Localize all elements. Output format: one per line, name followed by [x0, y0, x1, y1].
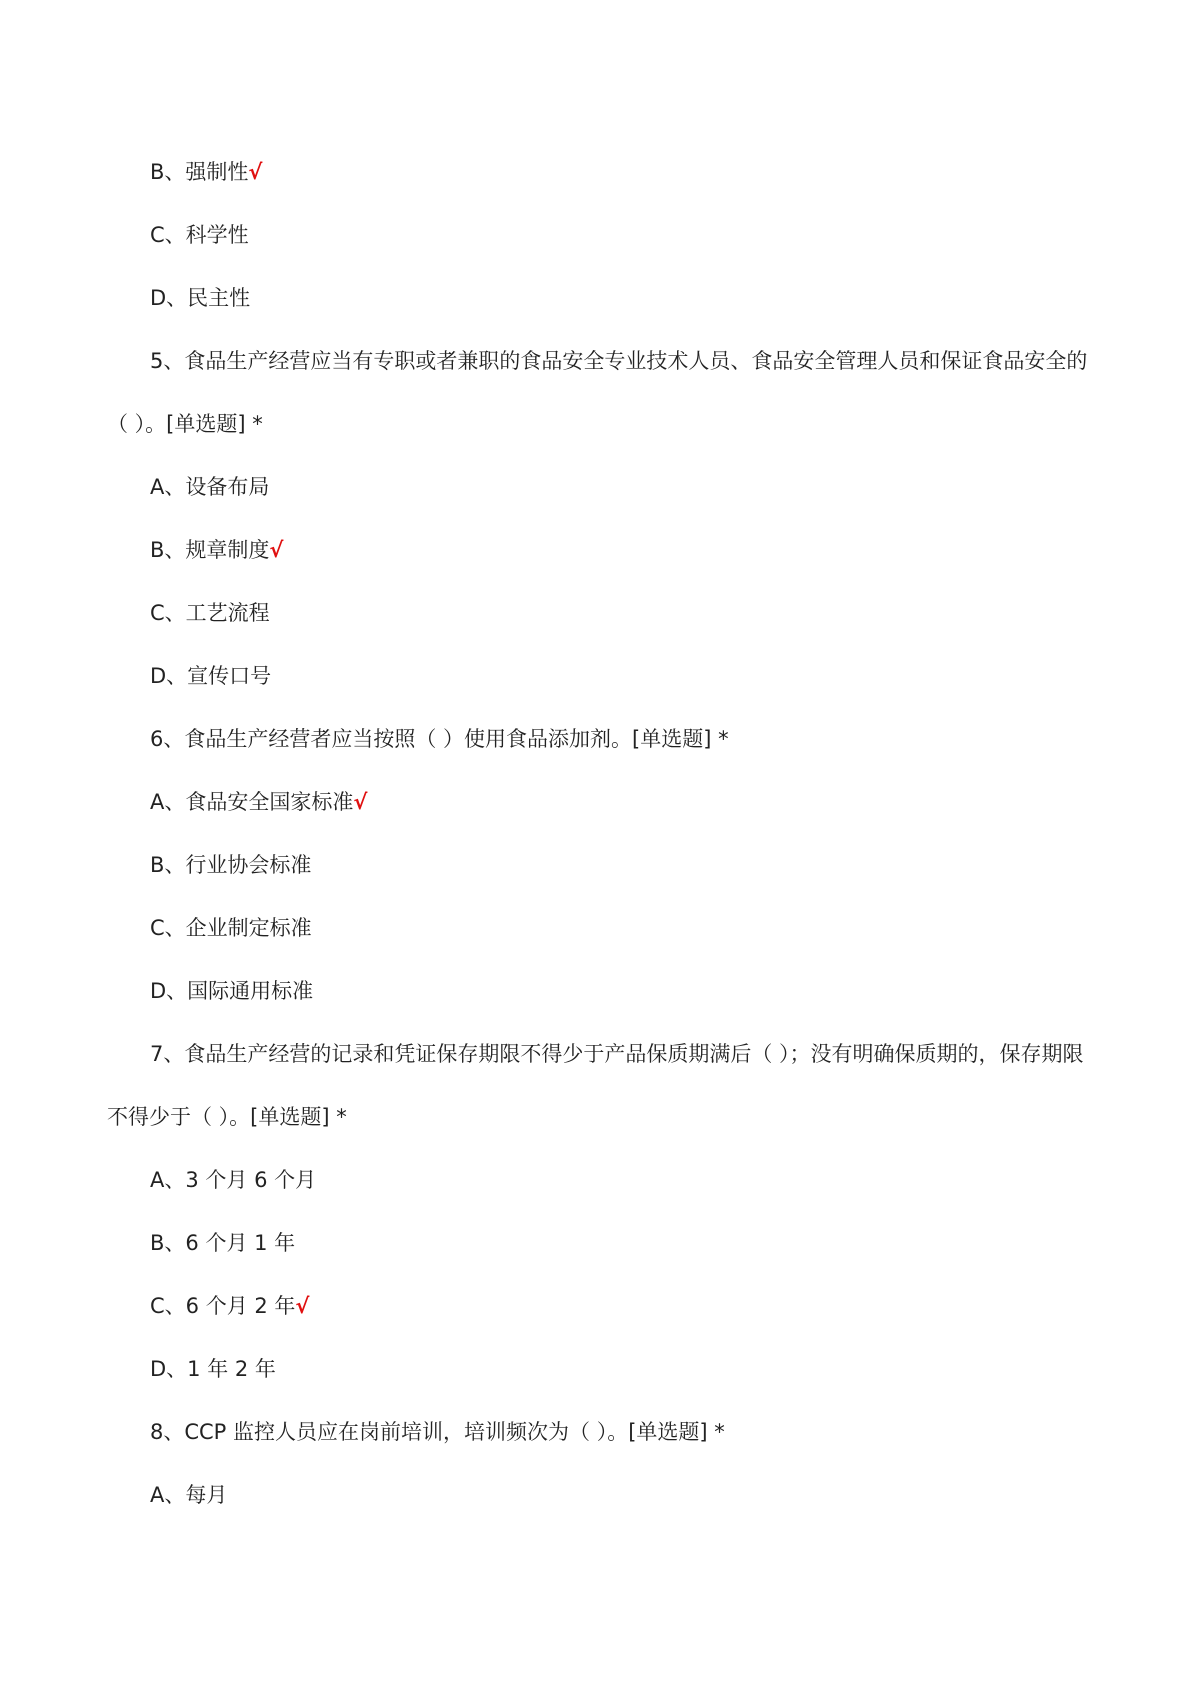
- correct-check-icon: √: [248, 160, 263, 184]
- q7-option-a: [150, 1165, 316, 1195]
- q6-option-c: [150, 913, 312, 943]
- option-text: A、3 个月 6 个月: [150, 1168, 317, 1192]
- option-text: C、工艺流程: [150, 601, 270, 625]
- correct-check-icon: √: [269, 538, 284, 562]
- q5-option-a: [150, 472, 269, 502]
- question-text: （ ）。[单选题] *: [107, 412, 263, 436]
- question-text: 6、食品生产经营者应当按照（ ）使用食品添加剂。[单选题] *: [150, 727, 729, 751]
- q4-option-b: [150, 157, 262, 187]
- q6-option-d: [150, 976, 313, 1006]
- option-text: B、行业协会标准: [150, 853, 312, 877]
- option-text: A、设备布局: [150, 475, 270, 499]
- q4-option-c: [150, 220, 249, 250]
- q6-option-a: [150, 787, 367, 817]
- q8-option-a: [150, 1480, 227, 1510]
- q6-question-line1: [150, 724, 729, 754]
- q7-option-c: [150, 1291, 309, 1321]
- option-text: B、强制性: [150, 160, 249, 184]
- q5-question-line2: [107, 409, 263, 439]
- q7-option-b: [150, 1228, 295, 1258]
- q5-option-d: [150, 661, 271, 691]
- question-text: 7、食品生产经营的记录和凭证保存期限不得少于产品保质期满后（ ）；没有明确保质期的，保存期限: [150, 1042, 1084, 1066]
- option-text: D、1 年 2 年: [150, 1357, 276, 1381]
- option-text: C、科学性: [150, 223, 249, 247]
- option-text: C、6 个月 2 年: [150, 1294, 296, 1318]
- question-text: 不得少于（ ）。[单选题] *: [107, 1105, 347, 1129]
- question-text: 5、食品生产经营应当有专职或者兼职的食品安全专业技术人员、食品安全管理人员和保证食品安全的: [150, 349, 1088, 373]
- option-text: C、企业制定标准: [150, 916, 312, 940]
- q7-question-line1: [150, 1039, 1084, 1069]
- correct-check-icon: √: [295, 1294, 310, 1318]
- option-text: B、规章制度: [150, 538, 270, 562]
- q4-option-d: [150, 283, 250, 313]
- q7-question-line2: [107, 1102, 347, 1132]
- option-text: D、宣传口号: [150, 664, 272, 688]
- option-text: A、食品安全国家标准: [150, 790, 354, 814]
- q7-option-d: [150, 1354, 276, 1384]
- q5-option-c: [150, 598, 270, 628]
- option-text: B、6 个月 1 年: [150, 1231, 296, 1255]
- question-text: 8、CCP 监控人员应在岗前培训，培训频次为（ ）。[单选题] *: [150, 1420, 725, 1444]
- option-text: D、民主性: [150, 286, 251, 310]
- q8-question-line1: [150, 1417, 725, 1447]
- option-text: A、每月: [150, 1483, 228, 1507]
- q6-option-b: [150, 850, 311, 880]
- q5-option-b: [150, 535, 283, 565]
- option-text: D、国际通用标准: [150, 979, 314, 1003]
- correct-check-icon: √: [353, 790, 368, 814]
- q5-question-line1: [150, 346, 1087, 376]
